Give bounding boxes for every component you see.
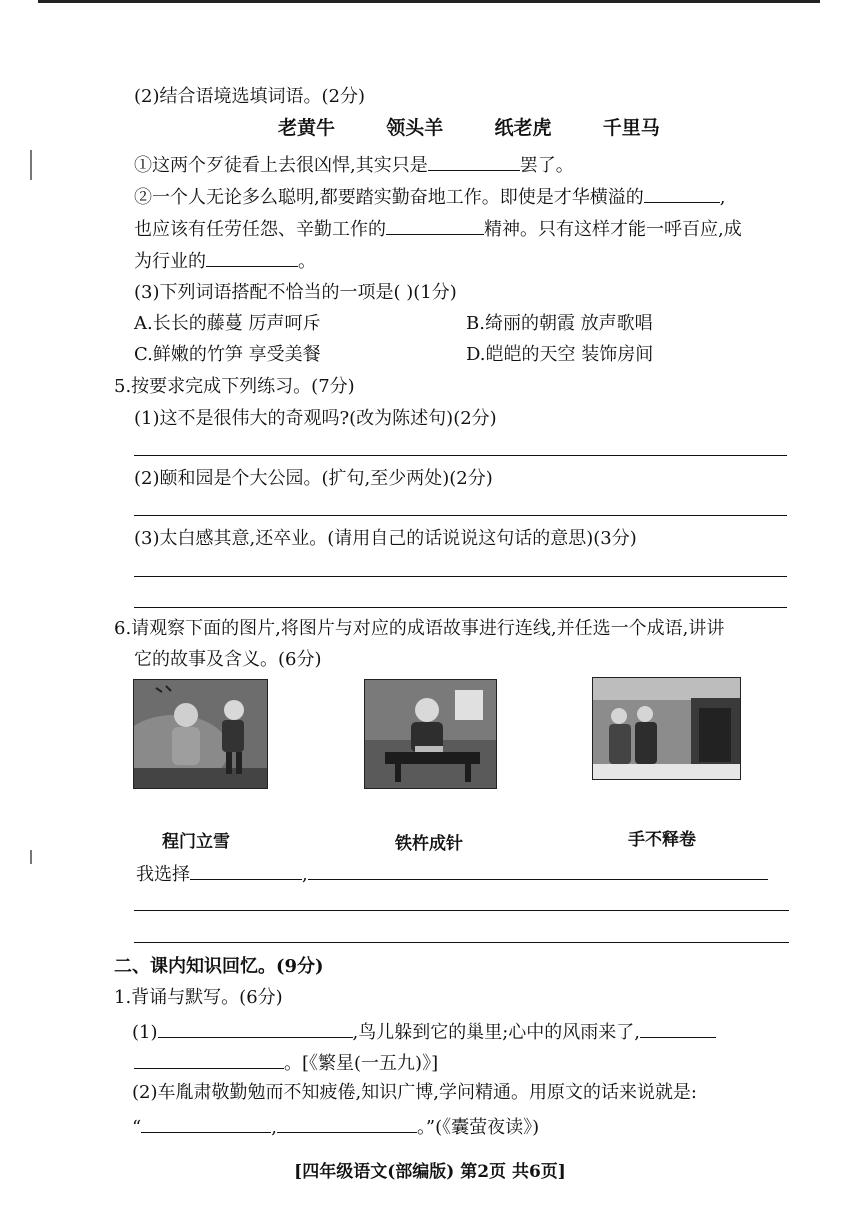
sec2-q1-title: 1.背诵与默写。(6分) xyxy=(114,987,283,1008)
q4-2-sentence-2: ②一个人无论多么聪明,都要踏实勤奋地工作。即使是才华横溢的 , xyxy=(134,182,725,211)
answer-blank[interactable] xyxy=(158,1017,353,1038)
answer-blank[interactable] xyxy=(428,150,520,171)
picture-reading-scholar[interactable] xyxy=(364,679,497,789)
recite-1: (1) ,鸟儿躲到它的巢里;心中的风雨来了, xyxy=(132,1017,716,1046)
recite-2-cont: “ , 。”(《囊萤夜读》) xyxy=(132,1112,539,1141)
picture-standing-in-snow[interactable] xyxy=(133,679,268,789)
answer-blank[interactable] xyxy=(644,182,720,203)
section-2-title: 二、课内知识回忆。(9分) xyxy=(114,956,324,977)
word-bank xyxy=(278,115,660,141)
q4-2-sentence-1: ①这两个歹徒看上去很凶悍,其实只是 罢了。 xyxy=(134,150,574,179)
word-option: 领头羊 xyxy=(386,117,444,139)
answer-line[interactable] xyxy=(134,607,787,608)
answer-line[interactable] xyxy=(134,942,789,943)
q4-2-sentence-2-cont: 也应该有任劳任怨、辛勤工作的 精神。只有这样才能一呼百应,成 xyxy=(134,214,742,243)
picture-snow-gate[interactable] xyxy=(592,677,741,780)
q5-part-1: (1)这不是很伟大的奇观吗?(改为陈述句)(2分) xyxy=(134,408,497,429)
answer-blank[interactable] xyxy=(206,246,298,267)
option-a[interactable]: A.长长的藤蔓 厉声呵斥 xyxy=(134,313,321,334)
option-c[interactable]: C.鲜嫩的竹笋 享受美餐 xyxy=(134,344,321,365)
recite-2: (2)车胤肃敬勤勉而不知疲倦,知识广博,学问精通。用原文的话来说就是: xyxy=(132,1082,698,1103)
answer-blank[interactable] xyxy=(386,214,484,235)
q4-2-title: (2)结合语境选填词语。(2分) xyxy=(134,86,365,107)
answer-blank[interactable] xyxy=(141,1112,271,1133)
recite-1-cont: 。[《繁星(一五九)》] xyxy=(134,1048,438,1077)
top-border xyxy=(38,0,820,3)
idiom-label: 铁杵成针 xyxy=(395,834,463,854)
word-option: 纸老虎 xyxy=(494,117,552,139)
idiom-label: 程门立雪 xyxy=(162,832,230,852)
q4-3-title: (3)下列词语搭配不恰当的一项是( )(1分) xyxy=(134,282,457,303)
idiom-label: 手不释卷 xyxy=(628,830,696,850)
answer-line[interactable] xyxy=(134,515,787,516)
scan-mark xyxy=(30,850,32,864)
answer-blank[interactable] xyxy=(134,1048,284,1069)
option-b[interactable]: B.绮丽的朝霞 放声歌唱 xyxy=(466,313,653,334)
answer-blank[interactable] xyxy=(277,1112,417,1133)
q4-2-sentence-2-end: 为行业的 。 xyxy=(134,246,316,275)
q6-title-cont: 它的故事及含义。(6分) xyxy=(134,649,322,670)
word-option: 老黄牛 xyxy=(278,117,336,139)
q6-title: 6.请观察下面的图片,将图片与对应的成语故事进行连线,并任选一个成语,讲讲 xyxy=(114,618,725,639)
choose-line: 我选择 , xyxy=(136,859,768,888)
q5-title: 5.按要求完成下列练习。(7分) xyxy=(114,376,355,397)
answer-blank[interactable] xyxy=(308,859,768,880)
scan-mark xyxy=(30,150,32,180)
answer-line[interactable] xyxy=(134,910,789,911)
page-footer: [四年级语文(部编版) 第2页 共6页] xyxy=(294,1162,566,1182)
option-d[interactable]: D.皑皑的天空 装饰房间 xyxy=(466,344,654,365)
q5-part-2: (2)颐和园是个大公园。(扩句,至少两处)(2分) xyxy=(134,468,493,489)
answer-blank[interactable] xyxy=(190,859,302,880)
word-option: 千里马 xyxy=(602,117,660,139)
answer-line[interactable] xyxy=(134,576,787,577)
answer-line[interactable] xyxy=(134,455,787,456)
q5-part-3: (3)太白感其意,还卒业。(请用自己的话说说这句话的意思)(3分) xyxy=(134,528,637,549)
answer-blank[interactable] xyxy=(640,1017,716,1038)
